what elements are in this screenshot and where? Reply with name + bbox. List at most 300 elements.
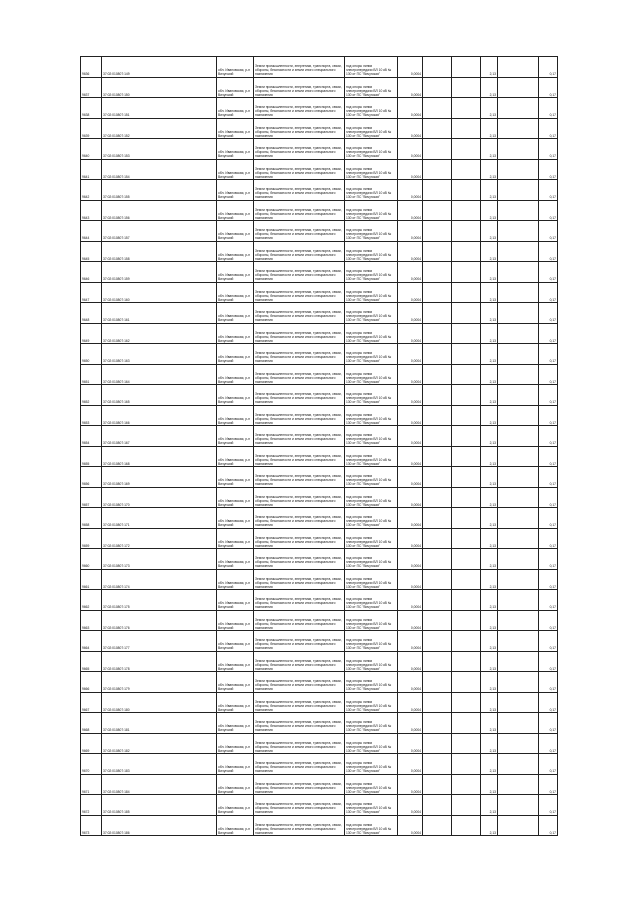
row-number-cell: 9649 (81, 323, 102, 344)
permitted-use-cell: под опоры линии электропередачи ВЛ 10 кВ № 130 от ПС "Вичугская" (345, 446, 398, 467)
area-cell: 0,0004 (398, 77, 423, 98)
empty-cell (452, 692, 481, 713)
value-cell: 2,13 (481, 262, 498, 283)
address-cell: обл. Ивановская, р-н Вичугский (217, 528, 254, 549)
total-cell: 0,17 (539, 98, 558, 119)
total-cell: 0,17 (539, 528, 558, 549)
area-cell: 0,0004 (398, 139, 423, 160)
empty-cell (452, 118, 481, 139)
table-row (81, 569, 558, 590)
value-cell: 2,13 (481, 241, 498, 262)
permitted-use-cell: под опоры линии электропередачи ВЛ 10 кВ № 130 от ПС "Вичугская" (345, 241, 398, 262)
empty-cell (452, 180, 481, 201)
area-cell: 0,0004 (398, 590, 423, 611)
empty-cell (498, 303, 539, 324)
land-category-cell: Земли промышленности, энергетики, транспорта, связи, обороны, безопасности и земли иного специального назначения (254, 405, 345, 426)
empty-cell (452, 774, 481, 795)
permitted-use-cell: под опоры линии электропередачи ВЛ 10 кВ № 130 от ПС "Вичугская" (345, 528, 398, 549)
table-row (81, 364, 558, 385)
total-cell: 0,17 (539, 692, 558, 713)
address-cell: обл. Ивановская, р-н Вичугский (217, 323, 254, 344)
permitted-use-cell: под опоры линии электропередачи ВЛ 10 кВ № 130 от ПС "Вичугская" (345, 323, 398, 344)
value-cell: 2,13 (481, 118, 498, 139)
empty-cell (423, 590, 452, 611)
table-row (81, 139, 558, 160)
value-cell: 2,13 (481, 610, 498, 631)
land-category-cell: Земли промышленности, энергетики, транспорта, связи, обороны, безопасности и земли иного специального назначения (254, 57, 345, 78)
permitted-use-cell: под опоры линии электропередачи ВЛ 10 кВ № 130 от ПС "Вичугская" (345, 467, 398, 488)
cadastral-number-cell: 37:02:010807:178 (102, 651, 217, 672)
permitted-use-cell: под опоры линии электропередачи ВЛ 10 кВ № 130 от ПС "Вичугская" (345, 774, 398, 795)
table-row (81, 118, 558, 139)
row-number-cell: 9667 (81, 692, 102, 713)
area-cell: 0,0004 (398, 651, 423, 672)
address-cell: обл. Ивановская, р-н Вичугский (217, 508, 254, 529)
area-cell: 0,0004 (398, 549, 423, 570)
total-cell: 0,17 (539, 754, 558, 775)
total-cell: 0,17 (539, 385, 558, 406)
empty-cell (452, 590, 481, 611)
area-cell: 0,0004 (398, 344, 423, 365)
empty-cell (452, 364, 481, 385)
empty-cell (452, 159, 481, 180)
value-cell: 2,13 (481, 344, 498, 365)
value-cell: 2,13 (481, 713, 498, 734)
address-cell: обл. Ивановская, р-н Вичугский (217, 487, 254, 508)
table-row (81, 241, 558, 262)
table-row (81, 733, 558, 754)
area-cell: 0,0004 (398, 733, 423, 754)
area-cell: 0,0004 (398, 282, 423, 303)
land-category-cell: Земли промышленности, энергетики, транспорта, связи, обороны, безопасности и земли иного специального назначения (254, 344, 345, 365)
document-sheet (80, 56, 556, 836)
total-cell: 0,17 (539, 651, 558, 672)
empty-cell (498, 159, 539, 180)
land-category-cell: Земли промышленности, энергетики, транспорта, связи, обороны, безопасности и земли иного специального назначения (254, 733, 345, 754)
table-body (81, 57, 558, 836)
permitted-use-cell: под опоры линии электропередачи ВЛ 10 кВ № 130 от ПС "Вичугская" (345, 713, 398, 734)
address-cell: обл. Ивановская, р-н Вичугский (217, 180, 254, 201)
empty-cell (423, 262, 452, 283)
land-category-cell: Земли промышленности, энергетики, транспорта, связи, обороны, безопасности и земли иного специального назначения (254, 323, 345, 344)
total-cell: 0,17 (539, 221, 558, 242)
address-cell: обл. Ивановская, р-н Вичугский (217, 672, 254, 693)
total-cell: 0,17 (539, 467, 558, 488)
value-cell: 2,13 (481, 733, 498, 754)
address-cell: обл. Ивановская, р-н Вичугский (217, 139, 254, 160)
area-cell: 0,0004 (398, 241, 423, 262)
empty-cell (498, 631, 539, 652)
row-number-cell: 9672 (81, 795, 102, 816)
land-category-cell: Земли промышленности, энергетики, транспорта, связи, обороны, безопасности и земли иного специального назначения (254, 467, 345, 488)
permitted-use-cell: под опоры линии электропередачи ВЛ 10 кВ № 130 от ПС "Вичугская" (345, 569, 398, 590)
row-number-cell: 9671 (81, 774, 102, 795)
cadastral-number-cell: 37:02:010807:172 (102, 528, 217, 549)
empty-cell (498, 57, 539, 78)
table-row (81, 590, 558, 611)
area-cell: 0,0004 (398, 262, 423, 283)
land-category-cell: Земли промышленности, энергетики, транспорта, связи, обороны, безопасности и земли иного специального назначения (254, 590, 345, 611)
value-cell: 2,13 (481, 795, 498, 816)
land-category-cell: Земли промышленности, энергетики, транспорта, связи, обороны, безопасности и земли иного специального назначения (254, 241, 345, 262)
permitted-use-cell: под опоры линии электропередачи ВЛ 10 кВ № 130 от ПС "Вичугская" (345, 487, 398, 508)
value-cell: 2,13 (481, 692, 498, 713)
permitted-use-cell: под опоры линии электропередачи ВЛ 10 кВ № 130 от ПС "Вичугская" (345, 692, 398, 713)
row-number-cell: 9644 (81, 221, 102, 242)
total-cell: 0,17 (539, 733, 558, 754)
empty-cell (452, 200, 481, 221)
value-cell: 2,13 (481, 590, 498, 611)
empty-cell (423, 221, 452, 242)
area-cell: 0,0004 (398, 200, 423, 221)
permitted-use-cell: под опоры линии электропередачи ВЛ 10 кВ № 130 от ПС "Вичугская" (345, 77, 398, 98)
area-cell: 0,0004 (398, 323, 423, 344)
value-cell: 2,13 (481, 303, 498, 324)
row-number-cell: 9655 (81, 446, 102, 467)
empty-cell (423, 159, 452, 180)
value-cell: 2,13 (481, 282, 498, 303)
total-cell: 0,17 (539, 487, 558, 508)
total-cell: 0,17 (539, 795, 558, 816)
total-cell: 0,17 (539, 405, 558, 426)
empty-cell (452, 631, 481, 652)
empty-cell (423, 754, 452, 775)
total-cell: 0,17 (539, 200, 558, 221)
area-cell: 0,0004 (398, 692, 423, 713)
value-cell: 2,13 (481, 508, 498, 529)
cadastral-number-cell: 37:02:010807:151 (102, 98, 217, 119)
address-cell: обл. Ивановская, р-н Вичугский (217, 98, 254, 119)
cadastral-number-cell: 37:02:010807:159 (102, 262, 217, 283)
value-cell: 2,13 (481, 446, 498, 467)
table-row (81, 651, 558, 672)
land-category-cell: Земли промышленности, энергетики, транспорта, связи, обороны, безопасности и земли иного специального назначения (254, 774, 345, 795)
cadastral-number-cell: 37:02:010807:173 (102, 549, 217, 570)
address-cell: обл. Ивановская, р-н Вичугский (217, 241, 254, 262)
empty-cell (423, 549, 452, 570)
empty-cell (452, 754, 481, 775)
cadastral-number-cell: 37:02:010807:170 (102, 487, 217, 508)
row-number-cell: 9654 (81, 426, 102, 447)
empty-cell (498, 713, 539, 734)
land-category-cell: Земли промышленности, энергетики, транспорта, связи, обороны, безопасности и земли иного специального назначения (254, 651, 345, 672)
empty-cell (423, 405, 452, 426)
empty-cell (423, 323, 452, 344)
area-cell: 0,0004 (398, 795, 423, 816)
area-cell: 0,0004 (398, 385, 423, 406)
permitted-use-cell: под опоры линии электропередачи ВЛ 10 кВ № 130 от ПС "Вичугская" (345, 426, 398, 447)
value-cell: 2,13 (481, 159, 498, 180)
total-cell: 0,17 (539, 672, 558, 693)
empty-cell (452, 77, 481, 98)
area-cell: 0,0004 (398, 774, 423, 795)
empty-cell (423, 795, 452, 816)
empty-cell (423, 180, 452, 201)
total-cell: 0,17 (539, 323, 558, 344)
permitted-use-cell: под опоры линии электропередачи ВЛ 10 кВ № 130 от ПС "Вичугская" (345, 200, 398, 221)
total-cell: 0,17 (539, 159, 558, 180)
empty-cell (498, 282, 539, 303)
cadastral-number-cell: 37:02:010807:164 (102, 364, 217, 385)
value-cell: 2,13 (481, 774, 498, 795)
permitted-use-cell: под опоры линии электропередачи ВЛ 10 кВ № 130 от ПС "Вичугская" (345, 139, 398, 160)
total-cell: 0,17 (539, 344, 558, 365)
empty-cell (423, 713, 452, 734)
empty-cell (452, 385, 481, 406)
empty-cell (498, 774, 539, 795)
empty-cell (423, 610, 452, 631)
empty-cell (498, 262, 539, 283)
land-category-cell: Земли промышленности, энергетики, транспорта, связи, обороны, безопасности и земли иного специального назначения (254, 508, 345, 529)
land-category-cell: Земли промышленности, энергетики, транспорта, связи, обороны, безопасности и земли иного специального назначения (254, 569, 345, 590)
address-cell: обл. Ивановская, р-н Вичугский (217, 733, 254, 754)
cadastral-number-cell: 37:02:010807:162 (102, 323, 217, 344)
permitted-use-cell: под опоры линии электропередачи ВЛ 10 кВ № 130 от ПС "Вичугская" (345, 303, 398, 324)
value-cell: 2,13 (481, 467, 498, 488)
empty-cell (452, 713, 481, 734)
cadastral-number-cell: 37:02:010807:165 (102, 385, 217, 406)
empty-cell (498, 754, 539, 775)
area-cell: 0,0004 (398, 610, 423, 631)
permitted-use-cell: под опоры линии электропередачи ВЛ 10 кВ № 130 от ПС "Вичугская" (345, 180, 398, 201)
cadastral-number-cell: 37:02:010807:167 (102, 426, 217, 447)
empty-cell (423, 733, 452, 754)
empty-cell (423, 692, 452, 713)
area-cell: 0,0004 (398, 221, 423, 242)
total-cell: 0,17 (539, 610, 558, 631)
cadastral-number-cell: 37:02:010807:174 (102, 569, 217, 590)
cadastral-number-cell: 37:02:010807:176 (102, 610, 217, 631)
cadastral-number-cell: 37:02:010807:171 (102, 508, 217, 529)
address-cell: обл. Ивановская, р-н Вичугский (217, 590, 254, 611)
land-category-cell: Земли промышленности, энергетики, транспорта, связи, обороны, безопасности и земли иного специального назначения (254, 754, 345, 775)
empty-cell (452, 98, 481, 119)
table-row (81, 426, 558, 447)
address-cell: обл. Ивановская, р-н Вичугский (217, 713, 254, 734)
empty-cell (498, 815, 539, 836)
empty-cell (452, 528, 481, 549)
row-number-cell: 9668 (81, 713, 102, 734)
total-cell: 0,17 (539, 282, 558, 303)
total-cell: 0,17 (539, 77, 558, 98)
empty-cell (423, 344, 452, 365)
table-row (81, 549, 558, 570)
empty-cell (452, 241, 481, 262)
empty-cell (423, 631, 452, 652)
empty-cell (423, 508, 452, 529)
empty-cell (498, 590, 539, 611)
empty-cell (423, 569, 452, 590)
address-cell: обл. Ивановская, р-н Вичугский (217, 282, 254, 303)
total-cell: 0,17 (539, 549, 558, 570)
land-category-cell: Земли промышленности, энергетики, транспорта, связи, обороны, безопасности и земли иного специального назначения (254, 303, 345, 324)
permitted-use-cell: под опоры линии электропередачи ВЛ 10 кВ № 130 от ПС "Вичугская" (345, 795, 398, 816)
permitted-use-cell: под опоры линии электропередачи ВЛ 10 кВ № 130 от ПС "Вичугская" (345, 631, 398, 652)
row-number-cell: 9643 (81, 200, 102, 221)
row-number-cell: 9662 (81, 590, 102, 611)
address-cell: обл. Ивановская, р-н Вичугский (217, 200, 254, 221)
empty-cell (452, 487, 481, 508)
value-cell: 2,13 (481, 364, 498, 385)
row-number-cell: 9657 (81, 487, 102, 508)
value-cell: 2,13 (481, 77, 498, 98)
address-cell: обл. Ивановская, р-н Вичугский (217, 159, 254, 180)
total-cell: 0,17 (539, 590, 558, 611)
empty-cell (498, 487, 539, 508)
table-row (81, 672, 558, 693)
land-category-cell: Земли промышленности, энергетики, транспорта, связи, обороны, безопасности и земли иного специального назначения (254, 528, 345, 549)
cadastral-number-cell: 37:02:010807:186 (102, 815, 217, 836)
value-cell: 2,13 (481, 754, 498, 775)
empty-cell (498, 508, 539, 529)
empty-cell (498, 118, 539, 139)
cadastral-number-cell: 37:02:010807:177 (102, 631, 217, 652)
table-row (81, 405, 558, 426)
land-category-cell: Земли промышленности, энергетики, транспорта, связи, обороны, безопасности и земли иного специального назначения (254, 446, 345, 467)
address-cell: обл. Ивановская, р-н Вичугский (217, 303, 254, 324)
empty-cell (452, 405, 481, 426)
empty-cell (423, 98, 452, 119)
row-number-cell: 9670 (81, 754, 102, 775)
row-number-cell: 9652 (81, 385, 102, 406)
empty-cell (498, 241, 539, 262)
table-row (81, 446, 558, 467)
area-cell: 0,0004 (398, 118, 423, 139)
area-cell: 0,0004 (398, 303, 423, 324)
empty-cell (498, 385, 539, 406)
empty-cell (498, 467, 539, 488)
address-cell: обл. Ивановская, р-н Вичугский (217, 549, 254, 570)
land-category-cell: Земли промышленности, энергетики, транспорта, связи, обороны, безопасности и земли иного специального назначения (254, 549, 345, 570)
permitted-use-cell: под опоры линии электропередачи ВЛ 10 кВ № 130 от ПС "Вичугская" (345, 262, 398, 283)
area-cell: 0,0004 (398, 426, 423, 447)
land-category-cell: Земли промышленности, энергетики, транспорта, связи, обороны, безопасности и земли иного специального назначения (254, 118, 345, 139)
empty-cell (452, 139, 481, 160)
empty-cell (498, 180, 539, 201)
total-cell: 0,17 (539, 569, 558, 590)
empty-cell (452, 672, 481, 693)
land-category-cell: Земли промышленности, энергетики, транспорта, связи, обороны, безопасности и земли иного специального назначения (254, 98, 345, 119)
empty-cell (423, 446, 452, 467)
cadastral-number-cell: 37:02:010807:153 (102, 139, 217, 160)
permitted-use-cell: под опоры линии электропередачи ВЛ 10 кВ № 130 от ПС "Вичугская" (345, 754, 398, 775)
row-number-cell: 9663 (81, 610, 102, 631)
total-cell: 0,17 (539, 631, 558, 652)
value-cell: 2,13 (481, 221, 498, 242)
area-cell: 0,0004 (398, 815, 423, 836)
empty-cell (498, 139, 539, 160)
permitted-use-cell: под опоры линии электропередачи ВЛ 10 кВ № 130 от ПС "Вичугская" (345, 733, 398, 754)
land-category-cell: Земли промышленности, энергетики, транспорта, связи, обороны, безопасности и земли иного специального назначения (254, 631, 345, 652)
empty-cell (423, 651, 452, 672)
empty-cell (452, 651, 481, 672)
land-category-cell: Земли промышленности, энергетики, транспорта, связи, обороны, безопасности и земли иного специального назначения (254, 487, 345, 508)
area-cell: 0,0004 (398, 487, 423, 508)
empty-cell (423, 528, 452, 549)
table-row (81, 487, 558, 508)
total-cell: 0,17 (539, 815, 558, 836)
empty-cell (498, 446, 539, 467)
address-cell: обл. Ивановская, р-н Вичугский (217, 446, 254, 467)
total-cell: 0,17 (539, 774, 558, 795)
table-row (81, 610, 558, 631)
row-number-cell: 9636 (81, 57, 102, 78)
land-category-cell: Земли промышленности, энергетики, транспорта, связи, обороны, безопасности и земли иного специального назначения (254, 282, 345, 303)
table-row (81, 303, 558, 324)
cadastral-number-cell: 37:02:010807:169 (102, 467, 217, 488)
table-row (81, 77, 558, 98)
area-cell: 0,0004 (398, 405, 423, 426)
address-cell: обл. Ивановская, р-н Вичугский (217, 569, 254, 590)
total-cell: 0,17 (539, 303, 558, 324)
address-cell: обл. Ивановская, р-н Вичугский (217, 795, 254, 816)
empty-cell (423, 200, 452, 221)
cadastral-number-cell: 37:02:010807:160 (102, 282, 217, 303)
address-cell: обл. Ивановская, р-н Вичугский (217, 262, 254, 283)
row-number-cell: 9637 (81, 77, 102, 98)
permitted-use-cell: под опоры линии электропередачи ВЛ 10 кВ № 130 от ПС "Вичугская" (345, 364, 398, 385)
value-cell: 2,13 (481, 139, 498, 160)
empty-cell (498, 672, 539, 693)
cadastral-number-cell: 37:02:010807:182 (102, 733, 217, 754)
total-cell: 0,17 (539, 262, 558, 283)
empty-cell (452, 57, 481, 78)
land-plot-table (80, 56, 558, 836)
empty-cell (452, 508, 481, 529)
empty-cell (452, 282, 481, 303)
row-number-cell: 9646 (81, 262, 102, 283)
permitted-use-cell: под опоры линии электропередачи ВЛ 10 кВ № 130 от ПС "Вичугская" (345, 651, 398, 672)
empty-cell (452, 733, 481, 754)
table-row (81, 200, 558, 221)
total-cell: 0,17 (539, 508, 558, 529)
empty-cell (452, 569, 481, 590)
row-number-cell: 9653 (81, 405, 102, 426)
empty-cell (423, 241, 452, 262)
address-cell: обл. Ивановская, р-н Вичугский (217, 467, 254, 488)
address-cell: обл. Ивановская, р-н Вичугский (217, 57, 254, 78)
row-number-cell: 9660 (81, 549, 102, 570)
empty-cell (498, 221, 539, 242)
table-row (81, 180, 558, 201)
empty-cell (498, 610, 539, 631)
row-number-cell: 9641 (81, 159, 102, 180)
empty-cell (498, 692, 539, 713)
empty-cell (423, 487, 452, 508)
cadastral-number-cell: 37:02:010807:157 (102, 221, 217, 242)
table-row (81, 159, 558, 180)
land-category-cell: Земли промышленности, энергетики, транспорта, связи, обороны, безопасности и земли иного специального назначения (254, 815, 345, 836)
table-row (81, 815, 558, 836)
area-cell: 0,0004 (398, 754, 423, 775)
area-cell: 0,0004 (398, 672, 423, 693)
land-category-cell: Земли промышленности, энергетики, транспорта, связи, обороны, безопасности и земли иного специального назначения (254, 139, 345, 160)
land-category-cell: Земли промышленности, энергетики, транспорта, связи, обороны, безопасности и земли иного специального назначения (254, 364, 345, 385)
value-cell: 2,13 (481, 672, 498, 693)
address-cell: обл. Ивановская, р-н Вичугский (217, 610, 254, 631)
land-category-cell: Земли промышленности, энергетики, транспорта, связи, обороны, безопасности и земли иного специального назначения (254, 262, 345, 283)
row-number-cell: 9645 (81, 241, 102, 262)
cadastral-number-cell: 37:02:010807:155 (102, 180, 217, 201)
cadastral-number-cell: 37:02:010807:183 (102, 754, 217, 775)
empty-cell (423, 303, 452, 324)
table-row (81, 221, 558, 242)
row-number-cell: 9640 (81, 139, 102, 160)
address-cell: обл. Ивановская, р-н Вичугский (217, 754, 254, 775)
empty-cell (423, 282, 452, 303)
row-number-cell: 9666 (81, 672, 102, 693)
area-cell: 0,0004 (398, 180, 423, 201)
